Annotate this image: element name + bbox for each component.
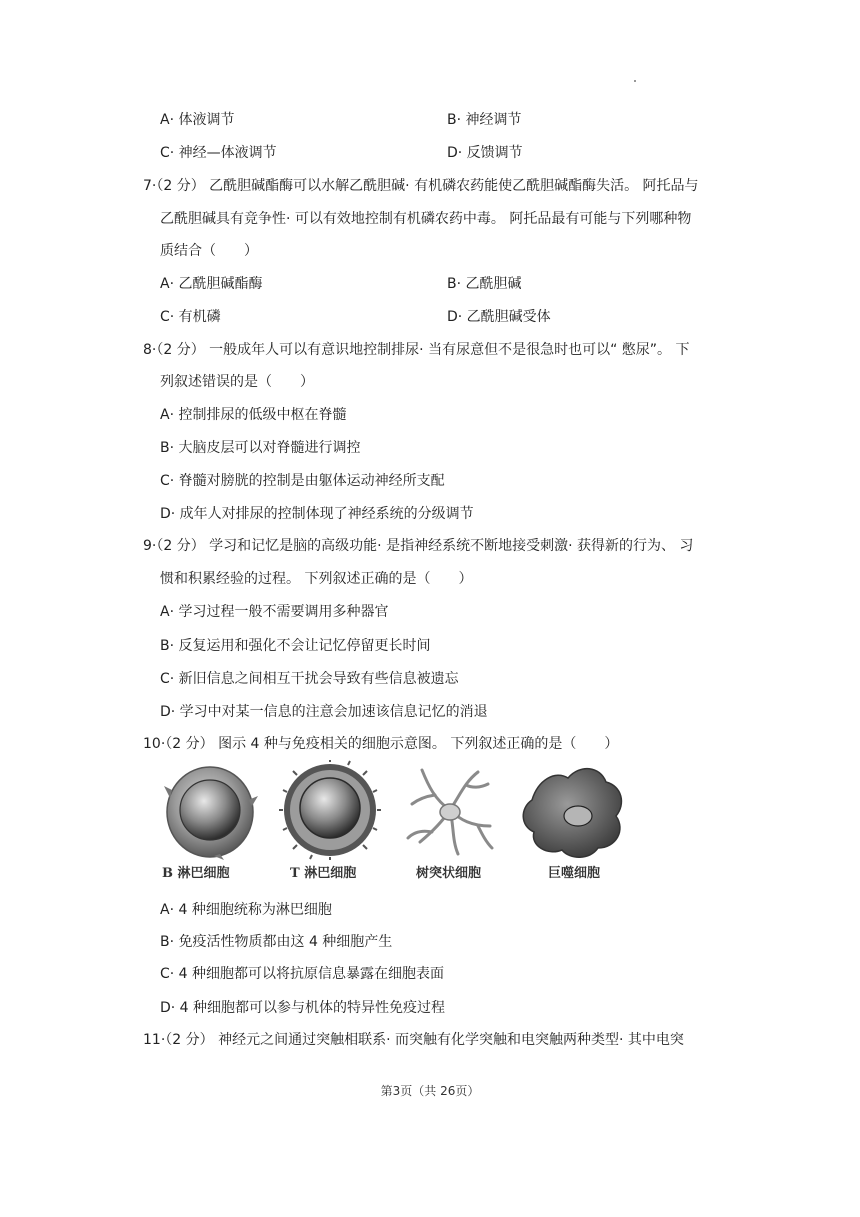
macrophage-drawing bbox=[523, 769, 621, 858]
q6-option-c: C· 神经—体液调节 bbox=[160, 145, 277, 161]
q8-stem-line1: 8·（2 分） 一般成年人可以有意识地控制排尿· 当有尿意但不是很急时也可以“ 憋尿”。 下 bbox=[143, 342, 690, 358]
q10-option-c: C· 4 种细胞都可以将抗原信息暴露在细胞表面 bbox=[160, 966, 445, 982]
q10-option-b: B· 免疫活性物质都由这 4 种细胞产生 bbox=[160, 934, 393, 950]
q7-option-a: A· 乙酰胆碱酯酶 bbox=[160, 276, 263, 292]
q8-option-d: D· 成年人对排尿的控制体现了神经系统的分级调节 bbox=[160, 506, 474, 522]
q7-option-d: D· 乙酰胆碱受体 bbox=[447, 309, 551, 325]
q10-option-a: A· 4 种细胞统称为淋巴细胞 bbox=[160, 902, 332, 918]
q6-option-a: A· 体液调节 bbox=[160, 112, 235, 128]
q9-option-d: D· 学习中对某一信息的注意会加速该信息记忆的消退 bbox=[160, 704, 488, 720]
q7-stem-line3: 质结合（ ） bbox=[160, 243, 258, 259]
q9-stem-line1: 9·（2 分） 学习和记忆是脑的高级功能· 是指神经系统不断地接受刺激· 获得新的行为、 习 bbox=[143, 538, 694, 554]
q10-stem-line1: 10·（2 分） 图示 4 种与免疫相关的细胞示意图。 下列叙述正确的是（ ） bbox=[143, 736, 619, 752]
q8-option-a: A· 控制排尿的低级中枢在脊髓 bbox=[160, 407, 347, 423]
cell-label-macrophage: 巨噬细胞 bbox=[548, 866, 601, 881]
q10-option-d: D· 4 种细胞都可以参与机体的特异性免疫过程 bbox=[160, 1000, 446, 1016]
q9-option-b: B· 反复运用和强化不会让记忆停留更长时间 bbox=[160, 638, 431, 654]
cell-label-dendritic-cell: 树突状细胞 bbox=[416, 866, 482, 881]
q6-option-d: D· 反馈调节 bbox=[447, 145, 523, 161]
q9-option-a: A· 学习过程一般不需要调用多种器官 bbox=[160, 604, 389, 620]
q8-stem-line2: 列叙述错误的是（ ） bbox=[160, 374, 314, 390]
q8-option-c: C· 脊髓对膀胱的控制是由躯体运动神经所支配 bbox=[160, 473, 445, 489]
b-lymphocyte-drawing bbox=[164, 767, 258, 860]
immune-cells-figure bbox=[160, 760, 630, 882]
q11-stem-line1: 11·（2 分） 神经元之间通过突触相联系· 而突触有化学突触和电突触两种类型· 其中电突 bbox=[143, 1032, 684, 1048]
q9-stem-line2: 惯和积累经验的过程。 下列叙述正确的是（ ） bbox=[160, 571, 473, 587]
page-footer: 第3页（共 26页） bbox=[380, 1084, 480, 1098]
scan-speck bbox=[634, 80, 636, 82]
immune-cells-illustration bbox=[160, 760, 630, 860]
t-lymphocyte-drawing bbox=[279, 760, 381, 860]
q7-option-b: B· 乙酰胆碱 bbox=[447, 276, 522, 292]
q6-option-b: B· 神经调节 bbox=[447, 112, 522, 128]
q7-option-c: C· 有机磷 bbox=[160, 309, 221, 325]
cell-label-t-lymphocyte: T 淋巴细胞 bbox=[290, 866, 357, 881]
q7-stem-line1: 7·（2 分） 乙酰胆碱酯酶可以水解乙酰胆碱· 有机磷农药能使乙酰胆碱酯酶失活。 阿托品与 bbox=[143, 178, 699, 194]
dendritic-cell-drawing bbox=[408, 770, 492, 854]
cell-label-b-lymphocyte: B 淋巴细胞 bbox=[162, 866, 230, 881]
q8-option-b: B· 大脑皮层可以对脊髓进行调控 bbox=[160, 440, 361, 456]
q7-stem-line2: 乙酰胆碱具有竞争性· 可以有效地控制有机磷农药中毒。 阿托品最有可能与下列哪种物 bbox=[160, 211, 692, 227]
q9-option-c: C· 新旧信息之间相互干扰会导致有些信息被遗忘 bbox=[160, 671, 459, 687]
